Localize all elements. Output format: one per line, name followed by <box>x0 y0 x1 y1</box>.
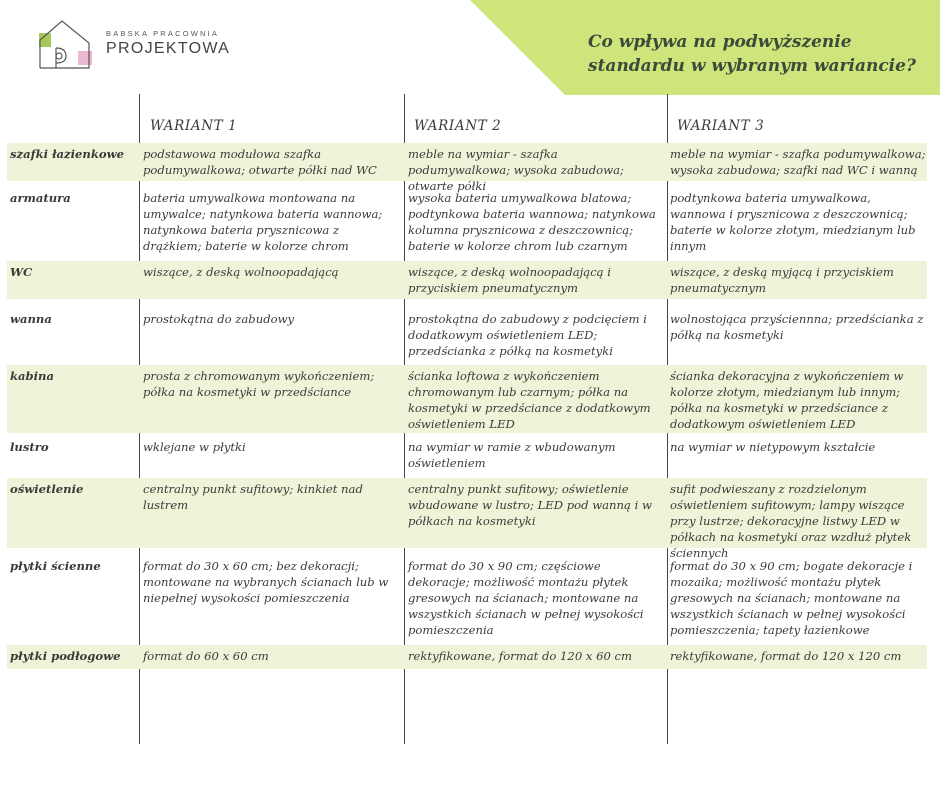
logo-wordmark: PROJEKTOWA <box>106 40 231 57</box>
cell-wariant-2: wiszące, z deską wolnoopadającą i przyciskiem pneumatycznym <box>408 265 611 295</box>
cell-wariant-1: podstawowa modułowa szafka podumywalkowa; otwarte półki nad WC <box>143 147 377 177</box>
cell-wariant-1: prostokątna do zabudowy <box>143 312 295 326</box>
cell-wariant-3: rektyfikowane, format do 120 x 120 cm <box>670 649 902 663</box>
cell-wariant-2: format do 30 x 90 cm; częściowe dekoracje; możliwość montażu płytek gresowych na ścianach; montowane na wszystkich ścianach w pełnej wysokości pomieszczenia <box>408 559 644 637</box>
table-row-armatura <box>7 187 927 257</box>
cell-wariant-1: bateria umywalkowa montowana na umywalce; natynkowa bateria wannowa; natynkowa bateria prysznicowa z drążkiem; baterie w kolorze chrom <box>143 191 383 253</box>
cell-wariant-3: format do 30 x 90 cm; bogate dekoracje i mozaika; możliwość montażu płytek gresowych na ścianach; montowane na wszystkich ścianach w pełnej wysokości pomieszczenia; tapety łazienkowe <box>670 559 913 637</box>
cell-wariant-1: wklejane w płytki <box>143 440 246 454</box>
table-row-lustro <box>7 436 927 474</box>
row-label: oświetlenie <box>10 482 84 496</box>
table-row-plytki-scienne <box>7 555 927 639</box>
cell-wariant-1: wiszące, z deską wolnoopadającą <box>143 265 339 279</box>
cell-wariant-3: na wymiar w nietypowym kształcie <box>670 440 876 454</box>
row-label: WC <box>10 265 33 279</box>
cell-wariant-3: wiszące, z deską myjącą i przyciskiem pneumatycznym <box>670 265 894 295</box>
table-row-szafki <box>7 143 927 193</box>
column-header-wariant-2: WARIANT 2 <box>414 118 502 134</box>
cell-wariant-2: meble na wymiar - szafka podumywalkowa; wysoka zabudowa; otwarte półki <box>408 147 624 193</box>
row-label: kabina <box>10 369 54 383</box>
cell-wariant-1: format do 60 x 60 cm <box>143 649 269 663</box>
cell-wariant-2: wysoka bateria umywalkowa blatowa; podtynkowa bateria wannowa; natynkowa kolumna prysznicowa z deszczownicą; baterie w kolorze chrom lub czarnym <box>408 191 656 253</box>
cell-wariant-2: rektyfikowane, format do 120 x 60 cm <box>408 649 633 663</box>
row-label: szafki łazienkowe <box>10 147 124 161</box>
cell-wariant-3: podtynkowa bateria umywalkowa, wannowa i prysznicowa z deszczownicą; baterie w kolorze złotym, miedzianym lub innym <box>670 191 916 253</box>
column-header-wariant-3: WARIANT 3 <box>677 118 765 134</box>
cell-wariant-2: ścianka loftowa z wykończeniem chromowanym lub czarnym; półka na kosmetyki w przedściance z dodatkowym oświetleniem LED <box>408 369 651 431</box>
house-logo-icon <box>34 18 104 74</box>
table-row-kabina <box>7 365 927 433</box>
cell-wariant-1: centralny punkt sufitowy; kinkiet nad lustrem <box>143 482 363 512</box>
table-row-oswietlenie <box>7 478 927 560</box>
page-title: Co wpływa na podwyższenie standardu w wybranym wariancie? <box>588 32 916 76</box>
table-row-wanna <box>7 308 927 362</box>
row-label: płytki podłogowe <box>10 649 121 663</box>
cell-wariant-1: format do 30 x 60 cm; bez dekoracji; montowane na wybranych ścianach lub w niepełnej wysokości pomieszczenia <box>143 559 389 605</box>
logo <box>34 18 234 74</box>
row-label: płytki ścienne <box>10 559 101 573</box>
logo-tagline: BABSKA PRACOWNIA <box>106 29 220 38</box>
cell-wariant-2: centralny punkt sufitowy; oświetlenie wbudowane w lustro; LED pod wanną i w półkach na kosmetyki <box>408 482 652 528</box>
row-label: wanna <box>10 312 52 326</box>
column-header-wariant-1: WARIANT 1 <box>150 118 238 134</box>
cell-wariant-2: prostokątna do zabudowy z podcięciem i dodatkowym oświetleniem LED; przedścianka z półką na kosmetyki <box>408 312 647 358</box>
cell-wariant-3: wolnostojąca przyściennna; przedścianka z półką na kosmetyki <box>670 312 924 342</box>
cell-wariant-2: na wymiar w ramie z wbudowanym oświetleniem <box>408 440 616 470</box>
cell-wariant-1: prosta z chromowanym wykończeniem; półka na kosmetyki w przedściance <box>143 369 375 399</box>
cell-wariant-3: ścianka dekoracyjna z wykończeniem w kolorze złotym, miedzianym lub innym; półka na kosmetyki w przedściance z dodatkowym oświetleniem LED <box>670 369 904 431</box>
row-label: armatura <box>10 191 71 205</box>
cell-wariant-3: meble na wymiar - szafka podumywalkowa; wysoka zabudowa; szafki nad WC i wanną <box>670 147 926 177</box>
table-row-plytki-podlogowe <box>7 645 927 669</box>
table-row-wc <box>7 261 927 299</box>
cell-wariant-3: sufit podwieszany z rozdzielonym oświetleniem sufitowym; lampy wiszące przy lustrze; dekoracyjne listwy LED w półkach na kosmetyki oraz wzdłuż płytek ściennych <box>670 482 912 560</box>
row-label: lustro <box>10 440 49 454</box>
